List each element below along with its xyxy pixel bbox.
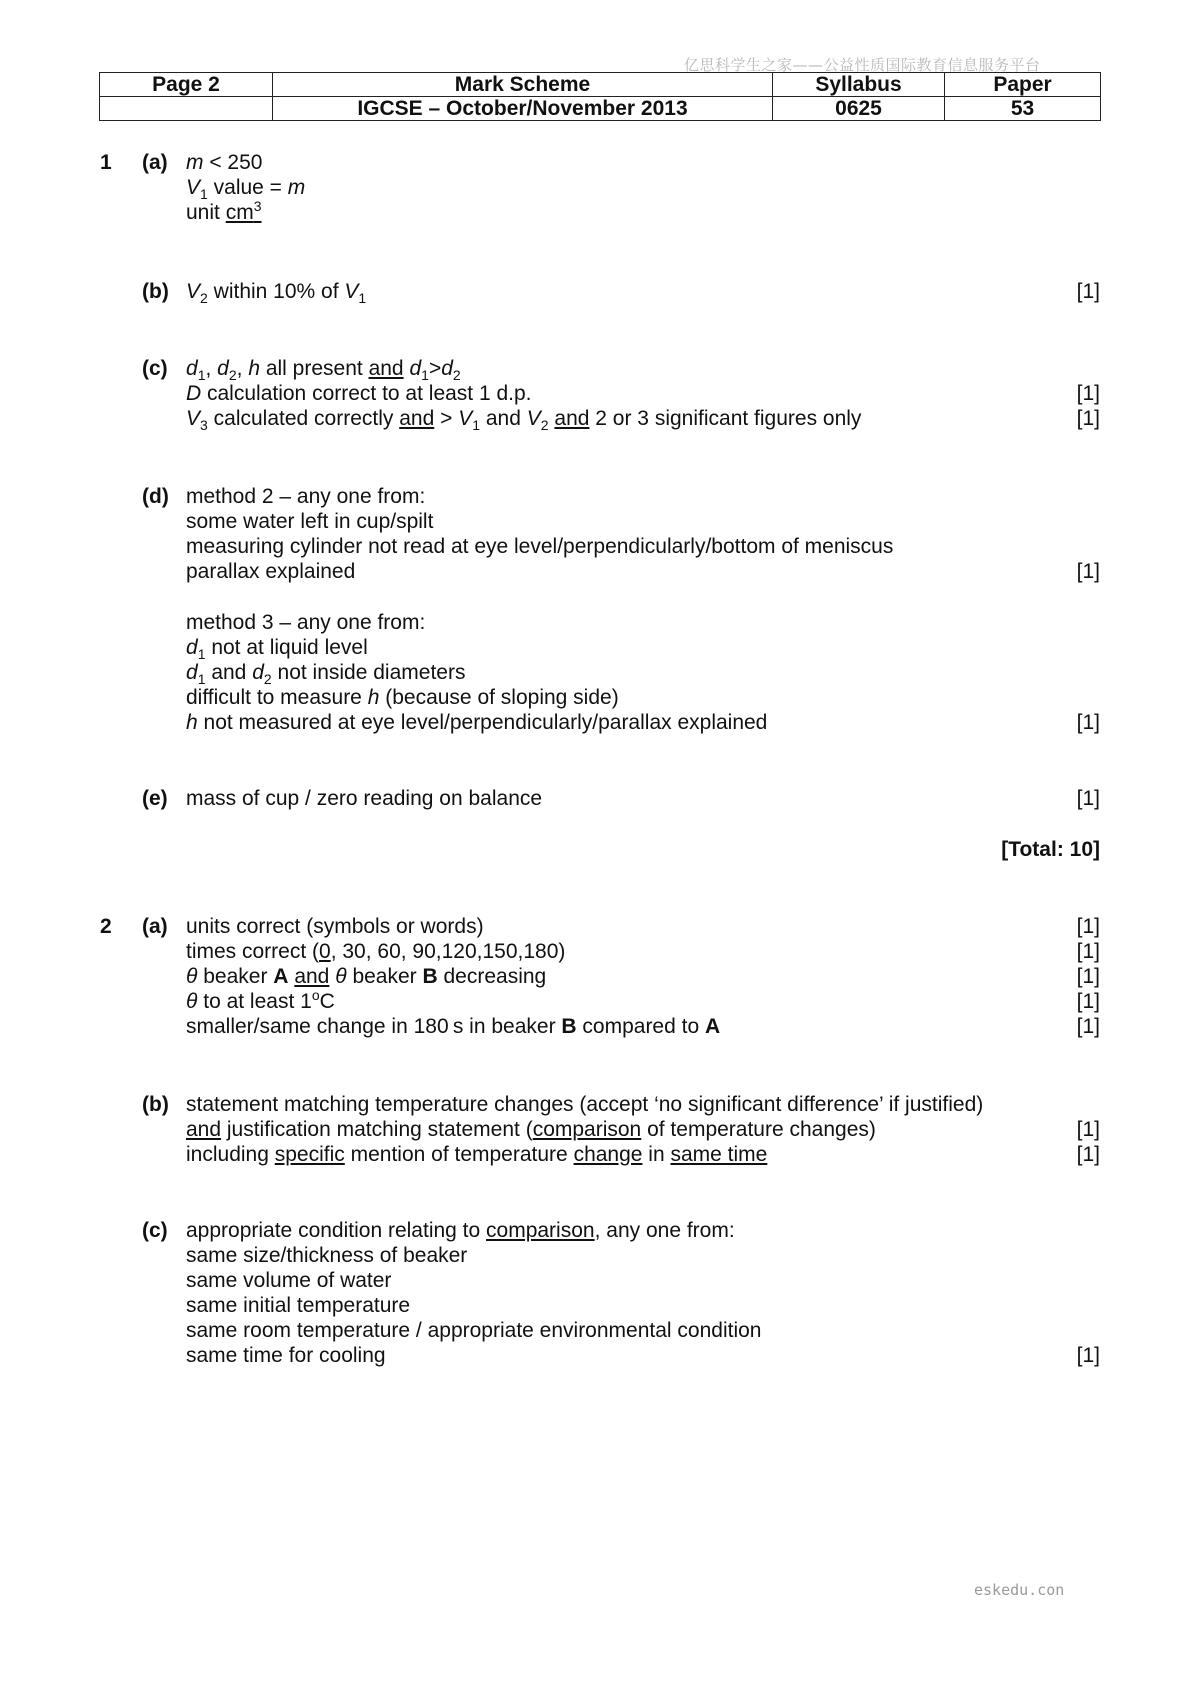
mark: [1] <box>1076 711 1100 734</box>
answer-line: $V_3$ calculated correctly and > $V_1$ and $V_2$ and 2 or 3 significant figures only <box>186 407 862 434</box>
part-label: (a) <box>142 915 168 938</box>
mark: [1] <box>1076 560 1100 583</box>
answer-line: $d_1$ and $d_2$ not inside diameters <box>186 661 466 688</box>
answer-line: including specific mention of temperature change in same time <box>186 1143 768 1166</box>
question-number: 1 <box>100 151 112 174</box>
answer-line: unit $cm^3$ <box>186 198 262 224</box>
answer-line: $d_1$, $d_2$, h all present and $d_1>d_2$ <box>186 357 461 384</box>
answer-line: appropriate condition relating to comparison, any one from: <box>186 1219 735 1242</box>
answer-line: and justification matching statement (comparison of temperature changes) <box>186 1118 876 1141</box>
answer-line: parallax explained <box>186 560 356 583</box>
answer-line: $d_1$ not at liquid level <box>186 636 368 663</box>
syllabus-label: Syllabus <box>773 73 945 97</box>
answer-line: θ to at least 1$^o$C <box>186 987 335 1013</box>
mark: [1] <box>1076 1015 1100 1038</box>
mark-scheme-label: Mark Scheme <box>273 73 773 97</box>
answer-line: smaller/same change in 180 s in beaker B compared to A <box>186 1015 721 1038</box>
mark: [1] <box>1076 787 1100 810</box>
mark: [1] <box>1076 1344 1100 1367</box>
part-label: (a) <box>142 151 168 174</box>
part-label: (e) <box>142 787 168 810</box>
answer-line: h not measured at eye level/perpendicularly/parallax explained <box>186 711 768 734</box>
answer-line: same room temperature / appropriate environmental condition <box>186 1319 762 1342</box>
paper-label: Paper <box>945 73 1101 97</box>
part-label: (b) <box>142 1093 169 1116</box>
page-label: Page 2 <box>100 73 273 97</box>
answer-line: same volume of water <box>186 1269 392 1292</box>
answer-line: same time for cooling <box>186 1344 386 1367</box>
watermark: 亿思科学生之家——公益性质国际教育信息服务平台 <box>684 56 1041 74</box>
answer-line: same size/thickness of beaker <box>186 1244 468 1267</box>
mark: [1] <box>1076 940 1100 963</box>
answer-line: statement matching temperature changes (accept ‘no significant difference’ if justified) <box>186 1093 984 1116</box>
answer-line: times correct (0, 30, 60, 90,120,150,180) <box>186 940 566 963</box>
answer-line: units correct (symbols or words) <box>186 915 484 938</box>
paper-number: 53 <box>945 97 1101 121</box>
answer-line: same initial temperature <box>186 1294 411 1317</box>
part-label: (d) <box>142 485 169 508</box>
header-table <box>99 72 1101 121</box>
answer-line: measuring cylinder not read at eye level/perpendicularly/bottom of meniscus <box>186 535 894 558</box>
mark: [1] <box>1076 382 1100 405</box>
answer-line: method 2 – any one from: <box>186 485 426 508</box>
total-marks: [Total: 10] <box>1001 838 1100 861</box>
blank-cell <box>100 97 273 121</box>
footer-text: eskedu.con <box>974 1581 1065 1599</box>
answer-line: θ beaker A and θ beaker B decreasing <box>186 965 547 988</box>
answer-line: $V_2$ within 10% of $V_1$ <box>186 280 367 307</box>
mark: [1] <box>1076 965 1100 988</box>
mark: [1] <box>1076 1118 1100 1141</box>
mark: [1] <box>1076 407 1100 430</box>
mark: [1] <box>1076 990 1100 1013</box>
syllabus-code: 0625 <box>773 97 945 121</box>
answer-line: difficult to measure h (because of sloping side) <box>186 686 619 709</box>
mark: [1] <box>1076 280 1100 303</box>
answer-line: some water left in cup/spilt <box>186 510 434 533</box>
answer-line: method 3 – any one from: <box>186 611 426 634</box>
part-label: (c) <box>142 357 168 380</box>
answer-line: D calculation correct to at least 1 d.p. <box>186 382 532 405</box>
question-number: 2 <box>100 915 112 938</box>
mark: [1] <box>1076 1143 1100 1166</box>
part-label: (b) <box>142 280 169 303</box>
mark: [1] <box>1076 915 1100 938</box>
answer-line: $V_1$ value = m <box>186 176 306 203</box>
answer-line: m < 250 <box>186 151 263 174</box>
part-label: (c) <box>142 1219 168 1242</box>
answer-line: mass of cup / zero reading on balance <box>186 787 543 810</box>
exam-name: IGCSE – October/November 2013 <box>273 97 773 121</box>
